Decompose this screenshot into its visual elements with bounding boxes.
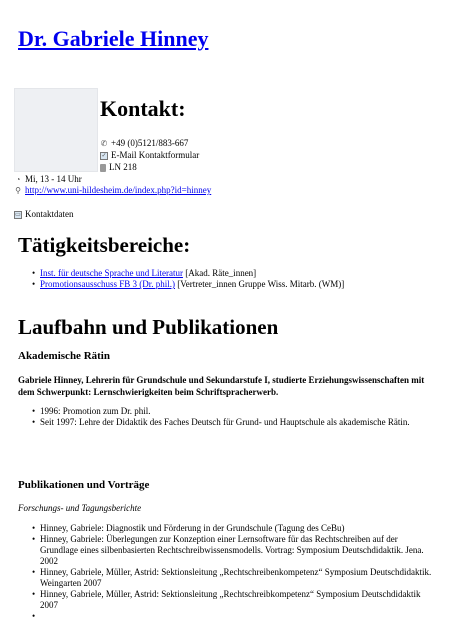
clock-icon: ◔: [15, 174, 21, 184]
list-item: [32, 268, 442, 279]
profile-photo: [14, 88, 98, 172]
kontaktdaten-link[interactable]: Kontaktdaten: [25, 209, 74, 219]
email-line[interactable]: [100, 150, 199, 161]
list-item-text: [Akad. Räte_innen]: [185, 268, 257, 278]
email-contact-form[interactable]: E-Mail Kontaktformular: [111, 150, 200, 160]
page-title: [18, 26, 208, 52]
taetigkeit-list: [32, 268, 442, 290]
institute-link[interactable]: Inst. für deutsche Sprache und Literatur: [40, 268, 183, 278]
taetigkeit-heading: Tätigkeitsbereiche:: [18, 233, 191, 257]
phone-number: +49 (0)5121/883-667: [111, 138, 189, 148]
list-item: • Hinney, Gabriele, Müller, Astrid: Sektionsleitung „Rechtschreibenkompetenz“ Symposium Deutschdidaktik. Weingarten 2007: [32, 567, 432, 589]
kontakt-heading: Kontakt:: [100, 96, 186, 121]
room-line: [100, 162, 137, 173]
room-number: LN 218: [109, 162, 137, 172]
office-hours: Mi, 13 - 14 Uhr: [25, 174, 82, 184]
office-hours-line: [14, 174, 82, 185]
publikationen-heading: Publikationen und Vorträge: [18, 479, 150, 491]
akademische-raetin-heading: Akademische Rätin: [18, 350, 110, 362]
list-item: [32, 611, 432, 622]
publications-list: [32, 523, 432, 622]
list-item: • Hinney, Gabriele: Überlegungen zur Konzeption einer Lernsoftware für das Rechtschreiben auf der Grundlage eines silbenbasierten Rechtschreibwissensmodells. Vortrag: Symposium Deutschdidaktik. Jena. 2002: [32, 534, 432, 567]
room-icon: [100, 164, 106, 172]
list-item: • Hinney, Gabriele: Diagnostik und Förderung in der Grundschule (Tagung des CeBu): [32, 523, 432, 534]
list-item: • Seit 1997: Lehre der Didaktik des Faches Deutsch für Grund- und Hauptschule als akademische Rätin.: [32, 417, 432, 428]
career-list: [32, 406, 432, 428]
title-link[interactable]: Dr. Gabriele Hinney: [18, 26, 209, 51]
phone-line: [100, 138, 188, 149]
list-item: • 1996: Promotion zum Dr. phil.: [32, 406, 432, 417]
career-summary: Gabriele Hinney, Lehrerin für Grundschule und Sekundarstufe I, studierte Erziehungswissenschaften mit dem Schwerpunkt: Lernschwierigkeiten beim Schriftspracherwerb.: [18, 375, 425, 397]
url-line[interactable]: [14, 185, 211, 196]
profile-url-link[interactable]: http://www.uni-hildesheim.de/index.php?id=hinney: [25, 185, 212, 195]
card-icon: ▭: [15, 211, 21, 218]
list-item-text: [Vertreter_innen Gruppe Wiss. Mitarb. (WM)]: [177, 279, 345, 289]
kontaktdaten-line[interactable]: [14, 209, 74, 220]
link-icon: ⚲: [15, 185, 21, 195]
list-item: [32, 279, 442, 290]
list-item: • Hinney, Gabriele, Müller, Astrid: Sektionsleitung „Rechtschreibkompetenz“ Symposium Deutschdidaktik 2007: [32, 589, 432, 611]
phone-icon: ✆: [100, 138, 108, 148]
laufbahn-heading: Laufbahn und Publikationen: [18, 315, 279, 339]
promotion-committee-link[interactable]: Promotionsausschuss FB 3 (Dr. phil.): [40, 279, 176, 289]
forschungsberichte-subheading: Forschungs- und Tagungsberichte: [18, 503, 142, 513]
email-icon: ✓: [101, 152, 107, 159]
